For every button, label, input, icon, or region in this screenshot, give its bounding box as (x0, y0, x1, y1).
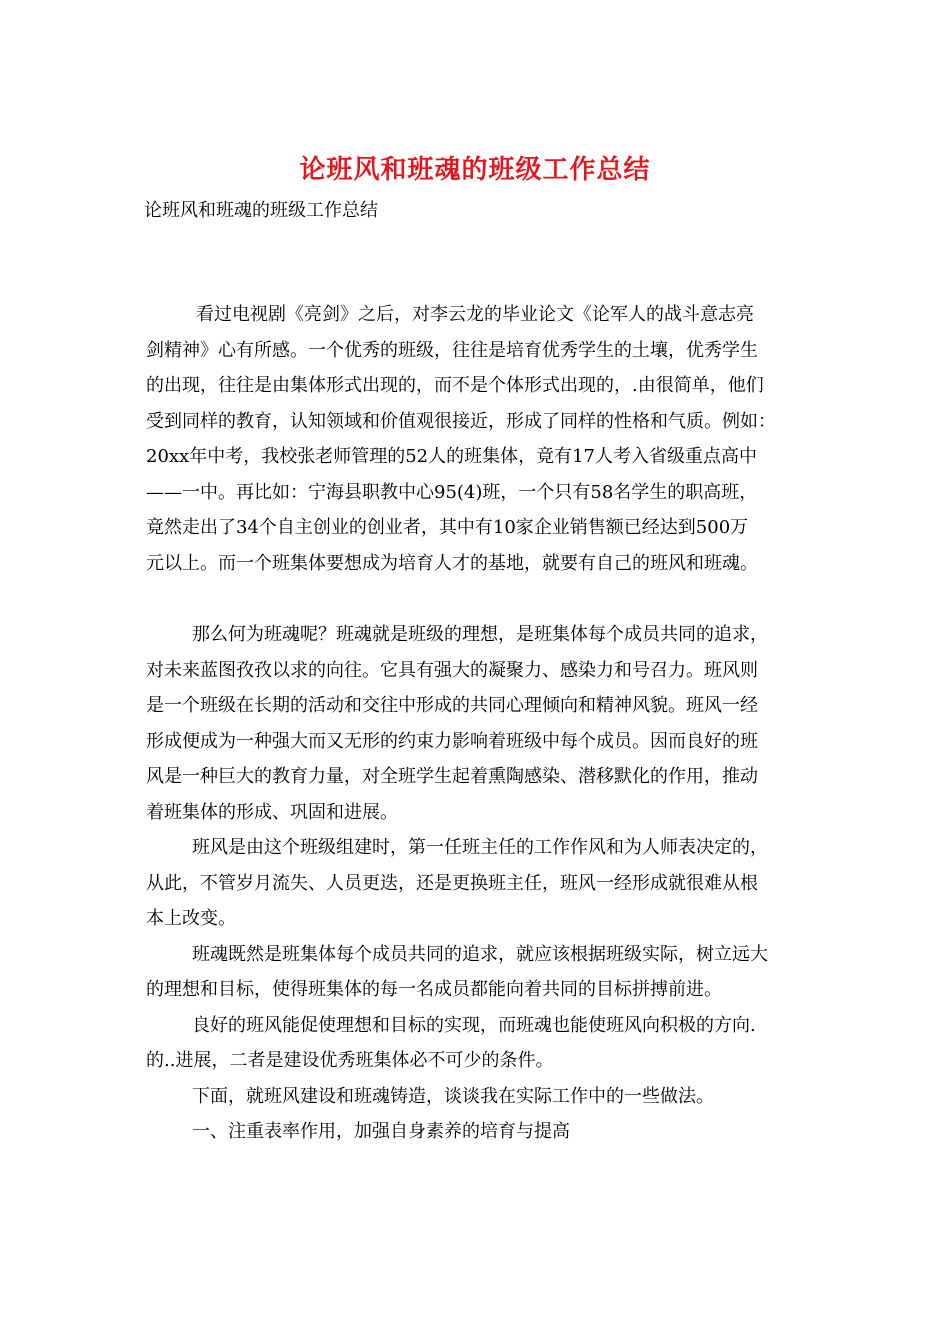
text-line: 班魂既然是班集体每个成员共同的追求，就应该根据班级实际，树立远大 (192, 943, 768, 965)
text-line: 是一个班级在长期的活动和交往中形成的共同心理倾向和精神风貌。班风一经 (146, 695, 758, 716)
text-line: 那么何为班魂呢？班魂就是班级的理想，是班集体每个成员共同的追求， (192, 624, 768, 645)
paragraph (146, 617, 808, 830)
paragraph (146, 1079, 808, 1115)
paragraph-gap (146, 581, 808, 617)
text-line: 着班集体的形成、巩固和进展。 (146, 801, 398, 823)
text-line: 受到同样的教育，认知领域和价值观很接近，形成了同样的性格和气质。例如： (146, 410, 776, 432)
paragraph (146, 937, 808, 1008)
text-line: 下面，就班风建设和班魂铸造，谈谈我在实际工作中的一些做法。 (192, 1085, 714, 1107)
text-line: 本上改变。 (146, 908, 236, 929)
text-line: 看过电视剧《亮剑》之后，对李云龙的毕业论文《论军人的战斗意志亮 (196, 304, 754, 325)
text-line: 良好的班风能促使理想和目标的实现，而班魂也能使班风向积极的方向. (192, 1014, 756, 1036)
text-line: 班风是由这个班级组建时，第一任班主任的工作作风和为人师表决定的， (192, 837, 768, 858)
text-line: 的理想和目标，使得班集体的每一名成员都能向着共同的目标拼搏前进。 (146, 979, 722, 1000)
paragraph (146, 297, 808, 581)
text-line: 形成便成为一种强大而又无形的约束力影响着班级中每个成员。因而良好的班 (146, 730, 758, 752)
text-line: ——一中。再比如：宁海县职教中心95(4)班，一个只有58名学生的职高班， (146, 481, 758, 503)
text-line: 的..进展，二者是建设优秀班集体必不可少的条件。 (146, 1050, 554, 1071)
text-line: 对未来蓝图孜孜以求的向往。它具有强大的凝聚力、感染力和号召力。班风则 (146, 659, 758, 681)
document-body (146, 297, 808, 1150)
text-line: 风是一种巨大的教育力量，对全班学生起着熏陶感染、潜移默化的作用，推动 (146, 766, 758, 787)
text-line: 元以上。而一个班集体要想成为培育人才的基地，就要有自己的班风和班魂。 (146, 552, 758, 574)
section-heading (146, 1114, 808, 1150)
text-line: 剑精神》心有所感。一个优秀的班级，往往是培育优秀学生的土壤，优秀学生 (146, 339, 758, 361)
text-line: 20xx年中考，我校张老师管理的52人的班集体，竟有17人考入省级重点高中 (146, 446, 758, 467)
paragraph (146, 1008, 808, 1079)
text-line: 从此，不管岁月流失、人员更迭，还是更换班主任，班风一经形成就很难从根 (146, 872, 758, 894)
text-line: 的出现，往往是由集体形式出现的，而不是个体形式出现的，.由很简单，他们 (146, 375, 764, 396)
document-subtitle: 论班风和班魂的班级工作总结 (144, 200, 378, 221)
paragraph (146, 830, 808, 937)
document-title: 论班风和班魂的班级工作总结 (299, 155, 651, 185)
text-line: 一、注重表率作用，加强自身素养的培育与提高 (192, 1121, 570, 1142)
text-line: 竟然走出了34个自主创业的创业者，其中有10家企业销售额已经达到500万 (146, 517, 749, 538)
